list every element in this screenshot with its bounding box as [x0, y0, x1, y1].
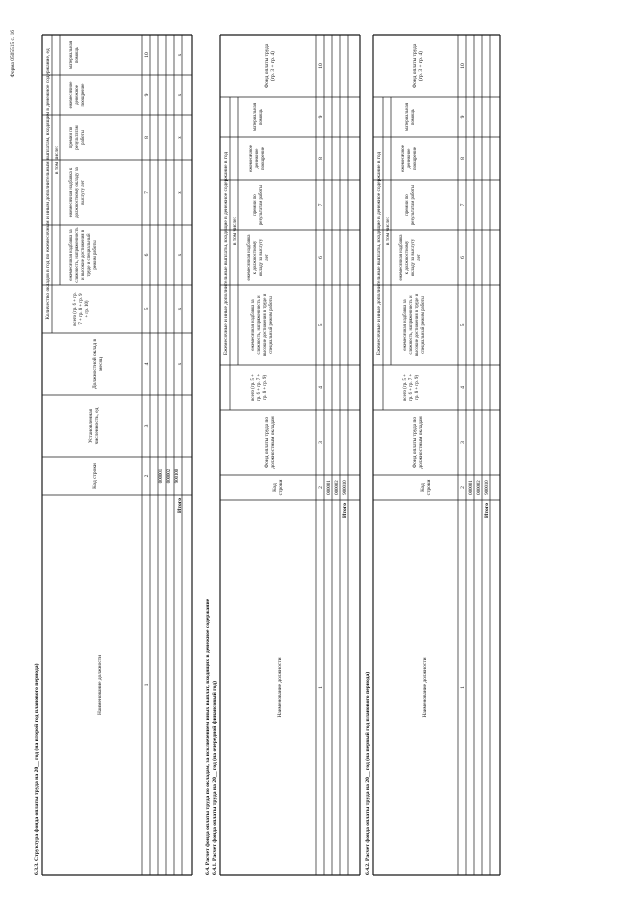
column-number: 1 — [460, 686, 466, 689]
x-mark: x — [178, 191, 183, 194]
incl-label: в том числе: — [385, 216, 391, 246]
column-number: 10 — [460, 63, 466, 69]
group-header-label: Ежемесячные и иные дополнительные выплаты, входящие в денежное содержание в год — [223, 151, 229, 356]
row-code: 000001 — [327, 480, 332, 495]
col-9-header: материальнаяпомощь — [405, 103, 416, 131]
column-number: 1 — [318, 686, 324, 689]
col-5-header: ежемесячная надбавка засложность, напряженность ивысокие достижения в труде испециальный режим работы — [403, 293, 426, 357]
col-7-header: премии порезультатам работы — [253, 184, 264, 226]
column-number: 6 — [318, 256, 324, 259]
column-number: 10 — [318, 63, 324, 69]
column-number: 6 — [144, 253, 150, 257]
column-number: 4 — [460, 386, 466, 389]
col-6-header: ежемесячная надбавкак должностномуокладу за выслугулет — [247, 234, 270, 281]
column-number: 1 — [144, 683, 150, 687]
x-mark: x — [178, 362, 183, 366]
col-5-header: ежемесячная надбавка засложность, напряженность ивысокие достижения в труде испециальный режим работы — [251, 293, 274, 357]
column-number: 5 — [460, 323, 466, 327]
col-10-header: Фонд оплаты труда(гр. 3 + гр. 4) — [412, 43, 424, 89]
row-code: 000002 — [335, 480, 340, 495]
total-label: Итого — [342, 503, 348, 519]
column-number: 7 — [144, 191, 150, 194]
col-6-header: ежемесячная надбавкак должностномуокладу за выслугулет — [399, 234, 422, 281]
col-7-header: ежемесячная надбавка кдолжностному окладу завыслугу лет — [69, 167, 86, 218]
column-number: 4 — [144, 362, 150, 366]
incl-label: в том числе: — [54, 145, 60, 175]
col-salary-header: Должностной оклад вмесяц — [92, 338, 104, 390]
col-10-header: материальнаяпомощь — [69, 41, 80, 69]
col-8-header: ежемесячноеденежноепоощрение — [249, 145, 266, 172]
column-number: 5 — [318, 323, 324, 327]
row-code: 000001 — [469, 480, 474, 495]
col-8-header: премии порезультатамработы — [69, 125, 86, 150]
total-label: Итого — [484, 503, 490, 519]
column-number: 3 — [318, 441, 324, 444]
column-number: 7 — [318, 203, 324, 207]
row-code: 900010 — [343, 480, 348, 495]
incl-label: в том числе: — [232, 216, 238, 246]
col-name-header: Наименование должности — [97, 654, 103, 716]
column-number: 2 — [144, 474, 150, 478]
column-number: 2 — [318, 486, 324, 489]
column-number: 3 — [460, 441, 466, 444]
column-number: 9 — [144, 93, 150, 97]
column-number: 8 — [318, 157, 324, 160]
column-number: 2 — [460, 486, 466, 489]
x-mark: x — [178, 53, 183, 57]
col-total-header: всего (гр. 5 +гр. 6 + гр. 7 +гр. 8 + гр. 9) — [251, 373, 268, 402]
column-number: 6 — [460, 256, 466, 259]
col-7-header: премии порезультатам работы — [405, 184, 416, 226]
section-642-heading: 6.4.2. Расчет фонда оплаты труда на 20__ год (на первый год планового периода) — [365, 671, 371, 875]
row-code: 900010 — [485, 480, 490, 495]
x-mark: x — [178, 307, 183, 311]
col-code-header: Код строки — [92, 463, 98, 489]
col-name-header: Наименование должности — [277, 657, 283, 718]
column-number: 8 — [460, 157, 466, 160]
col-fund-header: Фонд оплаты труда подолжностным окладам — [264, 416, 276, 469]
column-number: 3 — [144, 424, 150, 428]
column-number: 5 — [144, 307, 150, 311]
col-10-header: Фонд оплаты труда(гр. 3 + гр. 4) — [264, 43, 276, 89]
col-6-header: ежемесячная надбавка засложность, напряженностьи высокие достижения втруде и специальныйрежим работы — [69, 227, 98, 283]
column-number: 9 — [460, 115, 466, 119]
column-number: 9 — [318, 115, 324, 119]
x-mark: x — [178, 253, 183, 257]
section-64-heading: 6.4. Расчет фонда оплаты труда по окладам, за исключением иных выплат, входящих в денежное содержание — [205, 598, 211, 875]
col-total-header: всего (гр. 5 +гр. 6 + гр. 7 +гр. 8 + гр. 9) — [403, 373, 420, 402]
row-code: 000001 — [159, 468, 164, 484]
row-code: 900100 — [175, 468, 180, 484]
total-label: Итого — [177, 498, 183, 514]
x-mark: x — [178, 136, 183, 139]
col-count-header: Установленнаячисленность, ед — [88, 407, 100, 445]
row-code: 000002 — [167, 468, 172, 484]
col-total-header: всего (гр. 6 + гр.7 + гр. 8 + гр. 9+ гр. 10) — [73, 292, 90, 326]
section-641-heading: 6.4.1. Расчет фонда оплаты труда на 20__ год (на очередной финансовый год) — [212, 681, 218, 875]
col-fund-header: Фонд оплаты труда подолжностным окладам — [412, 416, 424, 469]
group-header-label: Ежемесячные и иные дополнительные выплаты, входящие в денежное содержание в год — [376, 151, 382, 356]
col-8-header: ежемесячноеденежноепоощрение — [401, 145, 418, 172]
col-code-header: Кодстроки — [272, 479, 284, 496]
column-number: 4 — [318, 386, 324, 389]
col-9-header: материальнаяпомощь — [253, 103, 264, 131]
col-name-header: Наименование должности — [422, 657, 428, 718]
column-number: 7 — [460, 203, 466, 207]
column-number: 8 — [144, 136, 150, 139]
group-header-label: Количество окладов в год по ежемесячным и иным дополнительным выплатам, входящим в денежное содержание, ед — [45, 48, 51, 320]
col-9-header: ежемесячноеденежноепоощрение — [69, 81, 86, 109]
x-mark: x — [178, 93, 183, 97]
section-633-heading: 6.3.3. Структура фонда оплаты труда на 20__ год (на второй год планового периода) — [34, 663, 40, 875]
col-code-header: Кодстроки — [420, 479, 432, 496]
row-code: 000002 — [477, 480, 482, 495]
column-number: 10 — [144, 52, 150, 58]
form-number: Форма 0505515 с. 16 — [10, 30, 16, 78]
